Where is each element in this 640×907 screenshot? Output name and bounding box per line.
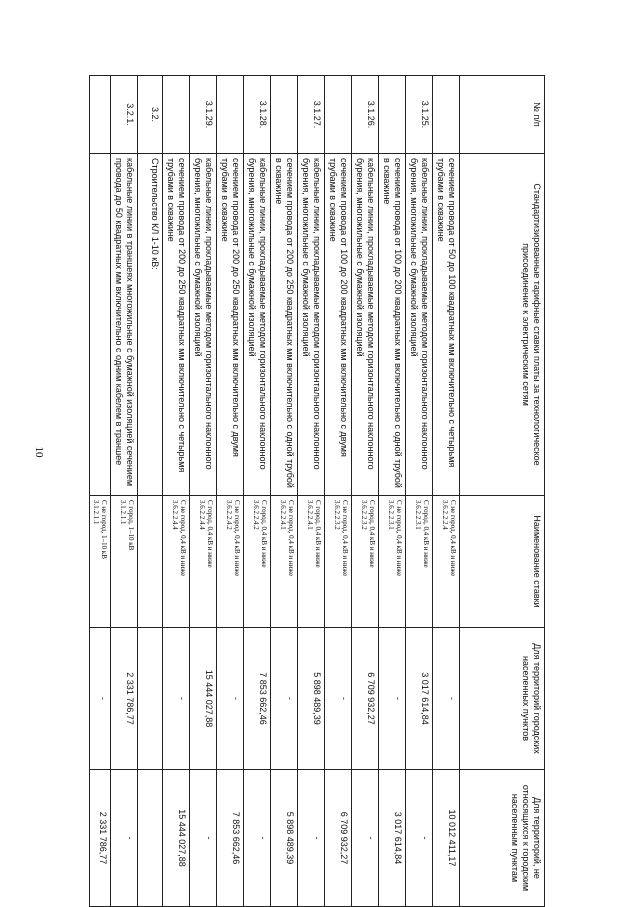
table-row (190, 76, 217, 907)
row-rate-code: С город, 0,4 кВ и ниже 3.6.2.2.4.1 (298, 496, 325, 628)
row-urban-value: - (379, 628, 406, 770)
row-rate-code: С не город, 1–10 кВ 3.1.2.1.1 (90, 496, 111, 628)
row-rate-code (138, 496, 163, 628)
row-rate-code: С не город, 0,4 кВ и ниже 3.6.2.2.3.1 (379, 496, 406, 628)
row-description: сечением провода от 100 до 200 квадратных мм включительно с двумя трубами в скважине (325, 154, 352, 496)
row-description: кабельные линии, прокладываемые методом горизонтального наклонного бурения, многожильные с бумажной изоляцией (298, 154, 325, 496)
row-rural-value: - (406, 770, 433, 907)
row-urban-value: - (433, 628, 460, 770)
row-description: кабельные линии, прокладываемые методом горизонтального наклонного бурения, многожильные с бумажной изоляцией (190, 154, 217, 496)
table-row (271, 76, 298, 907)
row-urban-value: - (163, 628, 190, 770)
row-urban-value (138, 628, 163, 770)
row-urban-value: 15 444 027,88 (190, 628, 217, 770)
row-number (90, 76, 111, 154)
row-description: кабельные линии, прокладываемые методом горизонтального наклонного бурения, многожильные с бумажной изоляцией (352, 154, 379, 496)
table-row (90, 76, 111, 907)
row-description: сечением провода от 200 до 250 квадратных мм включительно с четырьмя трубами в скважине (163, 154, 190, 496)
row-number (379, 76, 406, 154)
row-rural-value: 3 017 614,84 (379, 770, 406, 907)
row-rural-value: 6 709 932,27 (325, 770, 352, 907)
header-rate-name: Наименование ставки (460, 496, 545, 628)
table-row (379, 76, 406, 907)
row-rural-value: - (352, 770, 379, 907)
row-urban-value: 3 017 614,84 (406, 628, 433, 770)
row-rate-code: С не город, 0,4 кВ и ниже 3.6.2.2.3.2 (325, 496, 352, 628)
row-urban-value: - (217, 628, 244, 770)
table-row (244, 76, 271, 907)
row-description: кабельные линии, прокладываемые методом горизонтального наклонного бурения, многожильные с бумажной изоляцией (244, 154, 271, 496)
row-number (163, 76, 190, 154)
row-number: 3.1.27. (298, 76, 325, 154)
row-number: 3.2. (138, 76, 163, 154)
tariff-table (89, 75, 545, 907)
row-number (325, 76, 352, 154)
row-rate-code: С не город, 0,4 кВ и ниже 3.6.2.2.4.4 (163, 496, 190, 628)
row-urban-value: 5 898 489,39 (298, 628, 325, 770)
table-row (138, 76, 163, 907)
row-rural-value: 10 012 411,17 (433, 770, 460, 907)
row-urban-value: 6 709 932,27 (352, 628, 379, 770)
row-number: 3.1.26. (352, 76, 379, 154)
row-rural-value: - (244, 770, 271, 907)
row-rate-code: С город, 1–10 кВ 3.1.2.1.1 (111, 496, 138, 628)
row-description: сечением провода от 50 до 100 квадратных мм включительно с четырьмя трубами в скважине (433, 154, 460, 496)
header-no: № п/п (460, 76, 545, 154)
table-row (352, 76, 379, 907)
row-number (271, 76, 298, 154)
row-number: 3.1.28. (244, 76, 271, 154)
table-row (406, 76, 433, 907)
row-number (217, 76, 244, 154)
table-row (298, 76, 325, 907)
row-description: кабельные линии в траншеях многожильные с бумажной изоляцией сечением провода до 50 квадратных мм включительно с одним кабелем в траншее (111, 154, 138, 496)
row-rural-value: 2 331 786,77 (90, 770, 111, 907)
table-row (217, 76, 244, 907)
row-description: сечением провода от 200 до 250 квадратных мм включительно с двумя трубами в скважине (217, 154, 244, 496)
row-number: 3.2.1. (111, 76, 138, 154)
row-rural-value: 15 444 027,88 (163, 770, 190, 907)
row-rate-code: С город, 0,4 кВ и ниже 3.6.2.2.4.4 (190, 496, 217, 628)
row-description: Строительство КЛ 1-10 кВ: (138, 154, 163, 496)
row-rate-code: С город, 0,4 кВ и ниже 3.6.2.2.3.1 (406, 496, 433, 628)
row-urban-value: - (325, 628, 352, 770)
row-number: 3.1.25. (406, 76, 433, 154)
row-description: сечением провода от 100 до 200 квадратных мм включительно с одной трубой в скважине (379, 154, 406, 496)
table-row (325, 76, 352, 907)
row-description: кабельные линии, прокладываемые методом горизонтального наклонного бурения, многожильные с бумажной изоляцией (406, 154, 433, 496)
row-description (90, 154, 111, 496)
row-urban-value: 2 331 786,77 (111, 628, 138, 770)
row-rate-code: С город, 0,4 кВ и ниже 3.6.2.2.3.2 (352, 496, 379, 628)
rotated-table-page (92, 75, 545, 906)
table-row (163, 76, 190, 907)
row-urban-value: - (271, 628, 298, 770)
row-rural-value: 7 853 662,46 (217, 770, 244, 907)
row-rate-code: С нe город, 0,4 кВ и ниже 3.6.2.2.2.4 (433, 496, 460, 628)
row-number (433, 76, 460, 154)
row-rate-code: С город, 0,4 кВ и ниже 3.6.2.2.4.2 (244, 496, 271, 628)
header-rural: Для территорий, не относящихся к городским населенным пунктам (460, 770, 545, 907)
row-rural-value: - (190, 770, 217, 907)
table-header-row (460, 76, 545, 907)
row-rural-value: - (111, 770, 138, 907)
row-rate-code: С не город, 0,4 кВ и ниже 3.6.2.2.4.1 (271, 496, 298, 628)
row-rate-code: С не город, 0,4 кВ и ниже 3.6.2.2.4.2 (217, 496, 244, 628)
table-row (111, 76, 138, 907)
header-description: Стандартизированные тарифные ставки платы за технологическое присоединение к электрическим сетям (460, 154, 545, 496)
row-urban-value: 7 853 662,46 (244, 628, 271, 770)
row-rural-value: - (298, 770, 325, 907)
row-urban-value: - (90, 628, 111, 770)
row-rural-value: 5 898 489,39 (271, 770, 298, 907)
row-rural-value (138, 770, 163, 907)
row-number: 3.1.29. (190, 76, 217, 154)
row-description: сечением провода от 200 до 250 квадратных мм включительно с одной трубой в скважине (271, 154, 298, 496)
header-urban: Для территорий городских населенных пунктов (460, 628, 545, 770)
page-number: 10 (33, 446, 45, 458)
table-row (433, 76, 460, 907)
